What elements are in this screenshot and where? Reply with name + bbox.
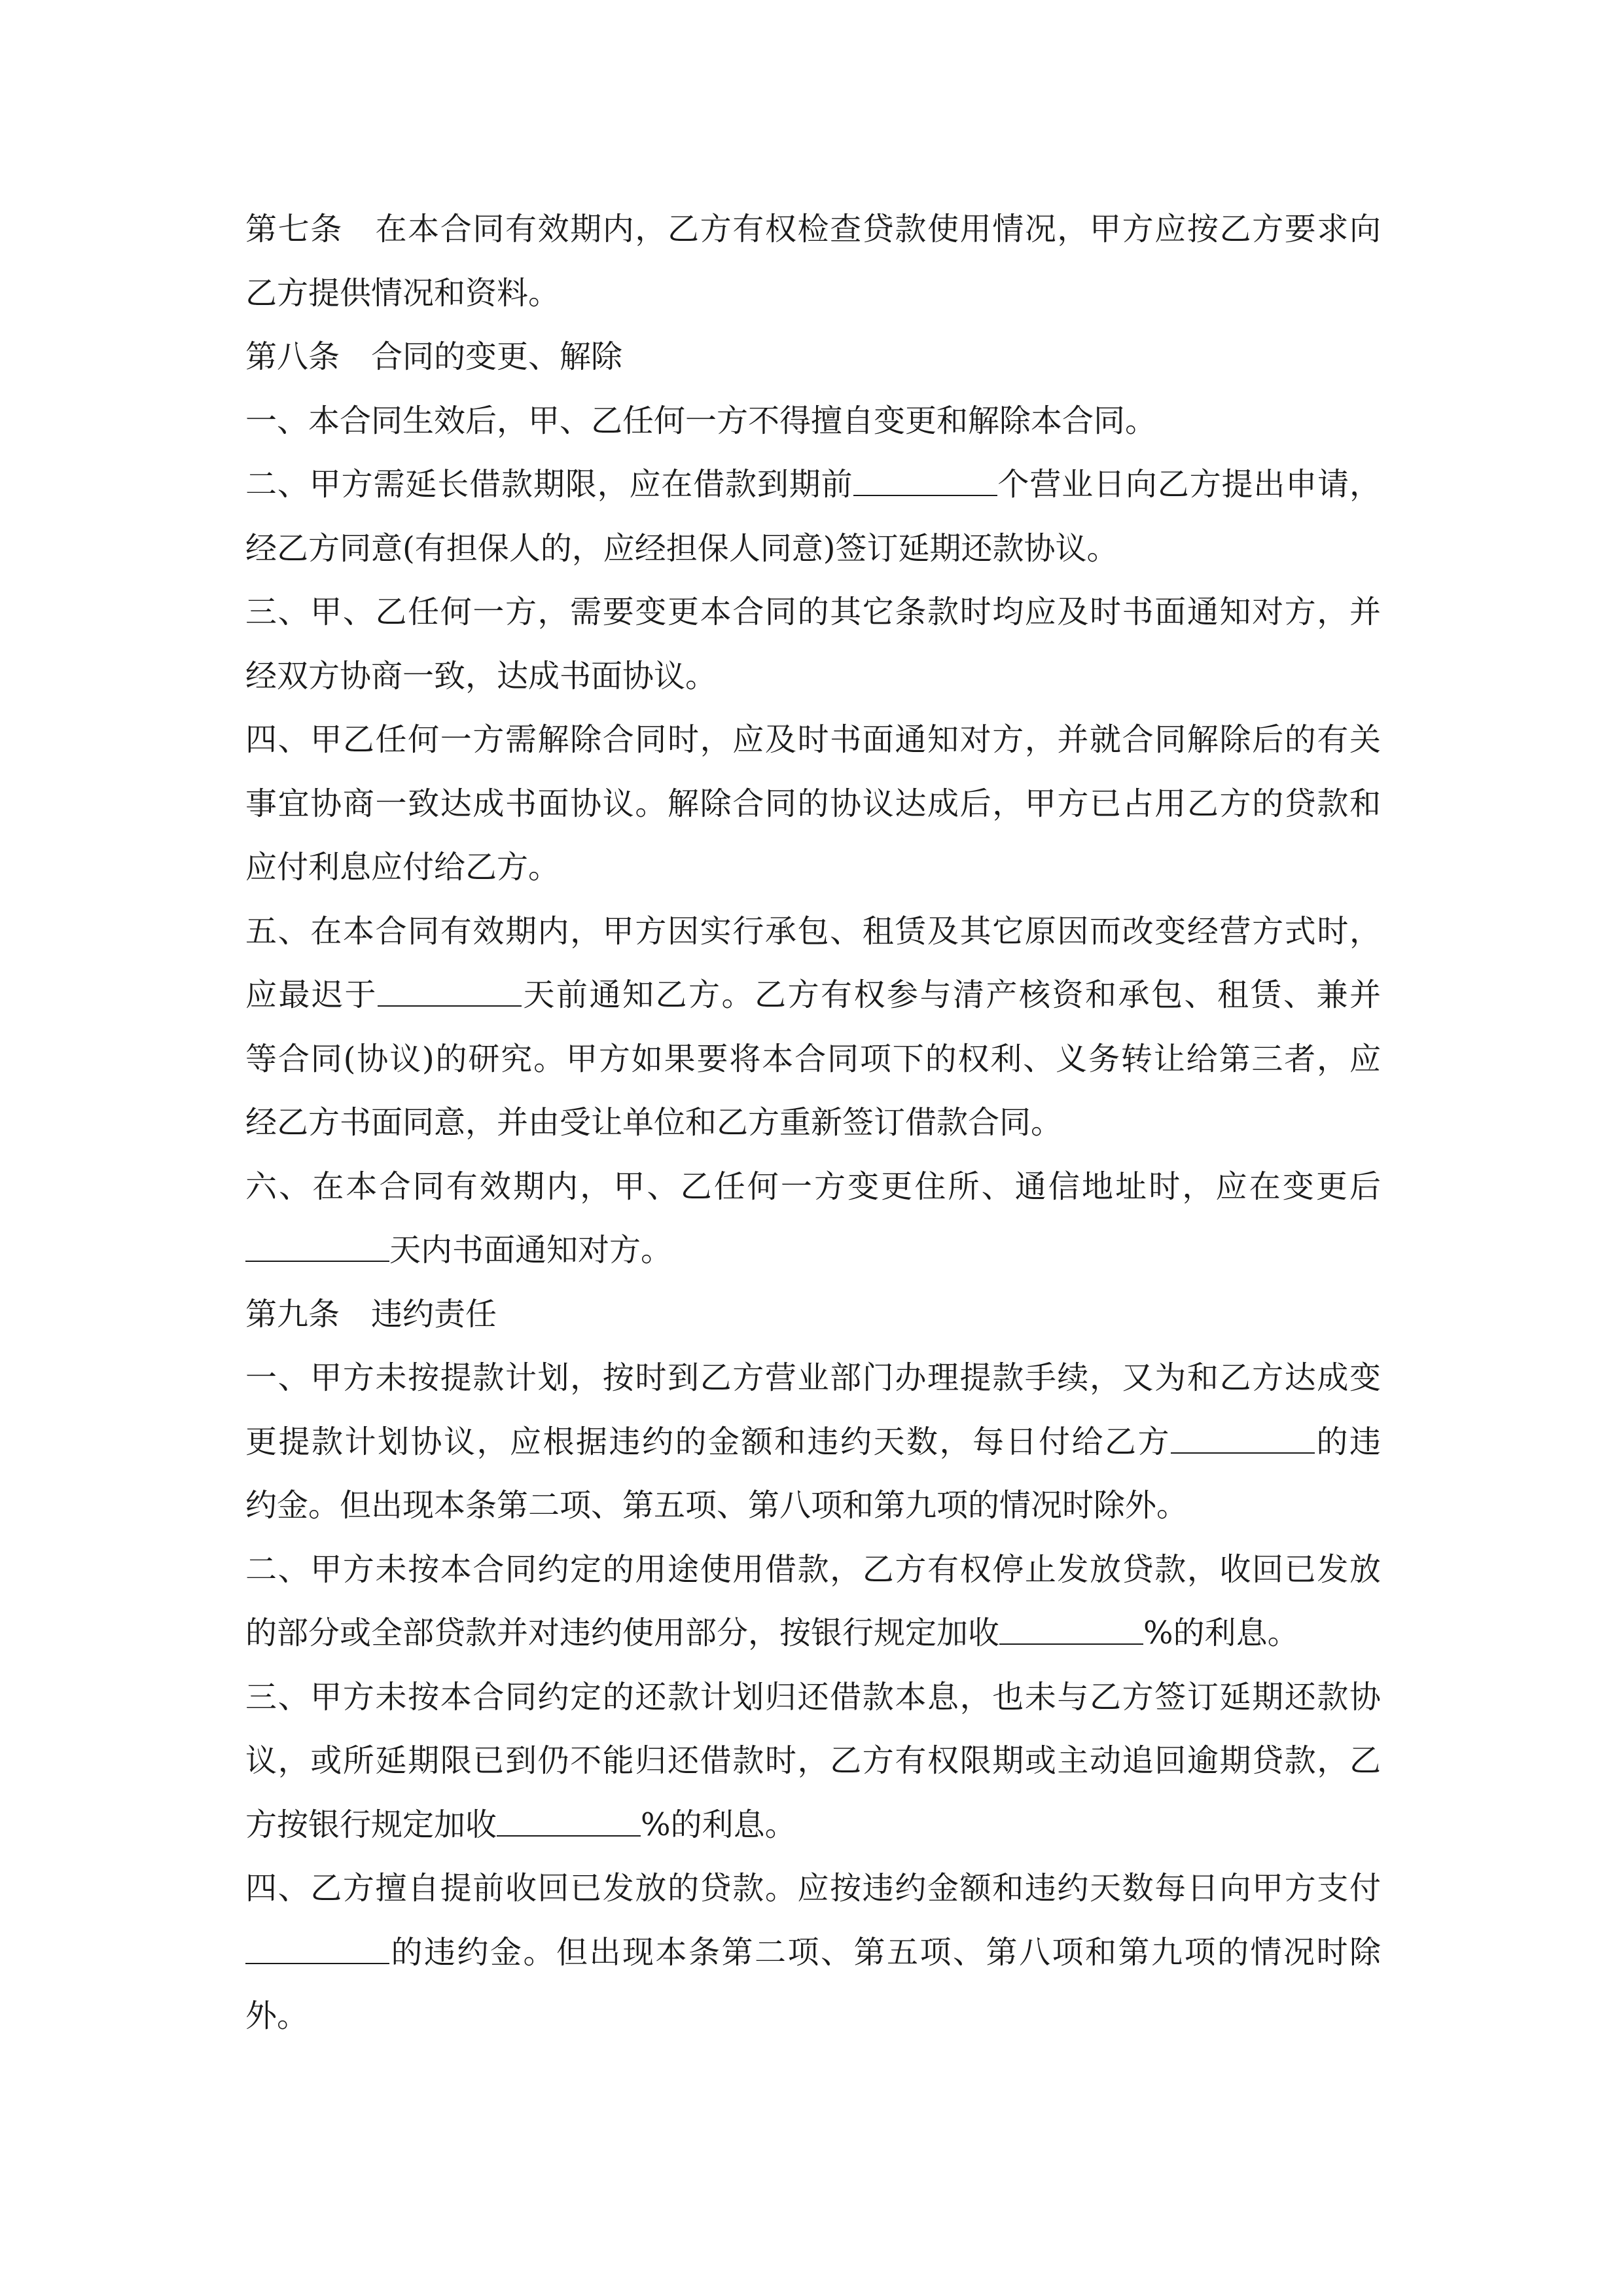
text-segment: %的利息。 [641, 1806, 796, 1843]
text-segment: 的部分或全部贷款并对违约使用部分，按银行规定加收 [245, 1615, 1000, 1651]
text-segment: 的违约金。但出现本条第二项、第五项、第八项和第九项的情况时除 [389, 1933, 1381, 1971]
article-8-item-6-line-2 [245, 1219, 1381, 1283]
article-9-item-1-line-3: 约金。但出现本条第二项、第五项、第八项和第九项的情况时除外。 [245, 1487, 1188, 1524]
text-segment: 个营业日向乙方提出申请， [997, 466, 1381, 503]
article-7-line-2: 乙方提供情况和资料。 [245, 274, 560, 312]
text-segment: 应最迟于 [245, 977, 378, 1013]
article-8-item-3-line-2: 经双方协商一致，达成书面协议。 [245, 657, 717, 694]
article-9-item-1-line-2 [245, 1410, 1381, 1475]
article-8-item-4-line-2: 事宜协商一致达成书面协议。解除合同的协议达成后，甲方已占用乙方的贷款和 [245, 785, 1381, 822]
text-segment: 天内书面通知对方。 [389, 1232, 673, 1268]
article-8-item-2-line-2: 经乙方同意(有担保人的，应经担保人同意)签订延期还款协议。 [245, 529, 1118, 567]
article-8-item-5-line-4: 经乙方书面同意，并由受让单位和乙方重新签订借款合同。 [245, 1104, 1063, 1141]
text-segment: 方按银行规定加收 [245, 1806, 497, 1843]
article-7-line-1: 第七条 在本合同有效期内，乙方有权检查贷款使用情况，甲方应按乙方要求向 [245, 211, 1381, 247]
fill-in-blank [497, 1809, 641, 1837]
contract-body [245, 198, 1381, 2049]
article-9-item-3-line-3 [245, 1793, 1381, 1857]
article-9-item-4-line-3: 外。 [245, 1998, 309, 2034]
article-8-item-4-line-3: 应付利息应付给乙方。 [245, 849, 560, 886]
text-segment: 更提款计划协议，应根据违约的金额和违约天数，每日付给乙方 [245, 1423, 1171, 1460]
fill-in-blank [245, 1234, 389, 1262]
article-8-item-3-line-1: 三、甲、乙任何一方，需要变更本合同的其它条款时均应及时书面通知对方，并 [245, 594, 1381, 630]
article-8-item-4-line-1: 四、甲乙任何一方需解除合同时，应及时书面通知对方，并就合同解除后的有关 [245, 721, 1381, 758]
article-9-item-1-line-1: 一、甲方未按提款计划，按时到乙方营业部门办理提款手续，又为和乙方达成变 [245, 1359, 1381, 1396]
text-segment: %的利息。 [1143, 1615, 1299, 1651]
article-8-item-5-line-1: 五、在本合同有效期内，甲方因实行承包、租赁及其它原因而改变经营方式时， [245, 912, 1381, 950]
article-9-item-4-line-2 [245, 1921, 1381, 1985]
article-9-item-2-line-1: 二、甲方未按本合同约定的用途使用借款，乙方有权停止发放贷款，收回已发放 [245, 1551, 1381, 1588]
article-9-item-3-line-2: 议，或所延期限已到仍不能归还借款时，乙方有权限期或主动追回逾期贷款，乙 [245, 1742, 1381, 1779]
fill-in-blank [378, 979, 522, 1007]
fill-in-blank [853, 469, 997, 496]
fill-in-blank [245, 1937, 389, 1964]
fill-in-blank [999, 1617, 1143, 1645]
article-8-item-6-line-1: 六、在本合同有效期内，甲、乙任何一方变更住所、通信地址时，应在变更后 [245, 1168, 1381, 1205]
article-8-item-1: 一、本合同生效后，甲、乙任何一方不得擅自变更和解除本合同。 [245, 402, 1157, 439]
text-segment: 天前通知乙方。乙方有权参与清产核资和承包、租赁、兼并 [522, 977, 1381, 1013]
text-segment: 的违 [1314, 1423, 1381, 1460]
article-9-heading: 第九条 违约责任 [245, 1295, 497, 1333]
article-8-item-5-line-3: 等合同(协议)的研究。甲方如果要将本合同项下的权利、义务转让给第三者，应 [245, 1040, 1381, 1077]
article-8-heading: 第八条 合同的变更、解除 [245, 338, 623, 375]
fill-in-blank [1171, 1426, 1315, 1454]
article-9-item-2-line-2 [245, 1602, 1381, 1666]
article-9-item-3-line-1: 三、甲方未按本合同约定的还款计划归还借款本息，也未与乙方签订延期还款协 [245, 1678, 1381, 1715]
article-8-item-2-line-1 [245, 453, 1381, 517]
text-segment: 二、甲方需延长借款期限，应在借款到期前 [245, 466, 853, 503]
article-8-item-5-line-2 [245, 963, 1381, 1028]
article-9-item-4-line-1: 四、乙方擅自提前收回已发放的贷款。应按违约金额和违约天数每日向甲方支付 [245, 1870, 1381, 1907]
